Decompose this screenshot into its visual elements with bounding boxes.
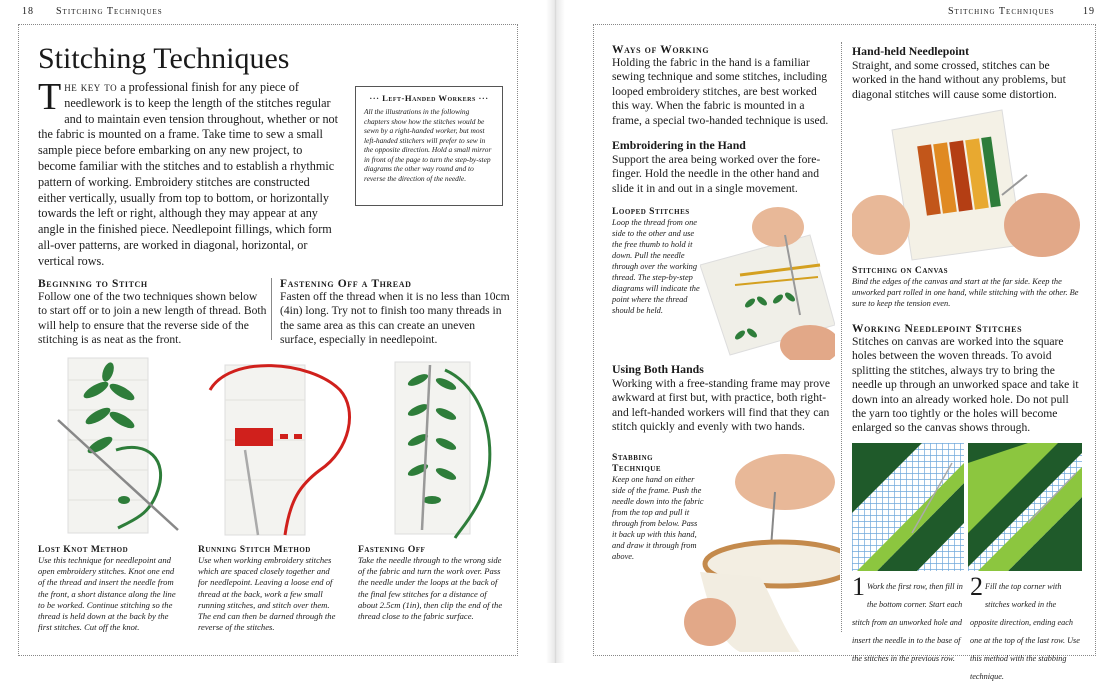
canvas-caption-text: Bind the edges of the canvas and start at the far side. Keep the unworked part rolled in one hand, while stitching with the other. Be sure to keep the tension even. <box>852 277 1079 308</box>
stabbing-heading: Stabbing Technique <box>612 452 662 474</box>
handheld-heading: Hand-held Needlepoint <box>852 44 970 58</box>
column-divider <box>271 278 272 340</box>
running-stitch-illustration <box>190 350 360 540</box>
sidebar-title: ··· Left-Handed Workers ··· <box>369 93 489 103</box>
both-hands-text: Working with a free-standing frame may prove awkward at first but, with practice, both right- and left-handed workers will find that they can stitch quickly and evenly with two hands. <box>612 377 830 434</box>
stabbing-frame-photo <box>680 452 840 657</box>
needlepoint-heading: Working Needlepoint Stitches <box>852 323 1023 335</box>
lost-knot-illustration <box>38 350 188 540</box>
caption-running-stitch-title: Running Stitch Method <box>198 544 311 555</box>
embroidering-text: Support the area being worked over the fore-finger. Hold the needle in the other hand and slide it in and out in a single movement. <box>612 153 821 195</box>
caption-fastening-off-title: Fastening Off <box>358 544 426 555</box>
page-number-left: 18 <box>22 6 34 17</box>
page-number-right: 19 <box>1083 6 1095 17</box>
beginning-text: Follow one of the two techniques shown below to start off or to join a new length of thread. Both will help to ensure that the reverse side of the stitching is as neat as the front. <box>38 290 267 347</box>
caption-running-stitch-text: Use when working embroidery stitches which are spaced closely together and for needlepoint. Leaving a loose end of thread at the back, work a few small running stitches, and stitch over them. The end can then be darned through the reverse of the stitches. <box>198 555 336 633</box>
running-head-right: Stitching Techniques <box>948 6 1055 17</box>
fastening-heading: Fastening Off a Thread <box>280 278 412 290</box>
sidebar-text: All the illustrations in the following chapters show how the stitches would be sewn by a right-handed worker, but most left-handed stitchers will prefer to sew in the opposite direction. Hold a small mirror in front of the page to turn the step-by-step diagrams the other way round and to reverse the direction of the needle. <box>364 107 492 183</box>
both-hands-section <box>612 362 834 435</box>
step-2-number: 2 <box>970 572 983 601</box>
caption-lost-knot-text: Use this technique for needlepoint and open embroidery stitches. Knot one end of the thread and insert the needle from the front, a short distance along the line to be worked. Continue stitching so the thread is held down at the back by the first stitches. Cut off the knot. <box>38 555 176 633</box>
canvas-handheld-photo <box>852 105 1084 265</box>
left-handed-sidebar <box>355 86 503 206</box>
step-1-number: 1 <box>852 572 865 601</box>
step-1-text: Work the first row, then fill in the bottom corner. Start each stitch from an unworked hole and insert the needle in to the base of the stitches in the previous row. <box>852 582 963 663</box>
intro-dropcap: T <box>38 76 62 118</box>
ways-section <box>612 44 834 128</box>
looped-stitch-photo <box>700 205 835 360</box>
both-hands-heading: Using Both Hands <box>612 362 704 376</box>
right-page <box>565 0 1111 681</box>
caption-lost-knot <box>38 544 178 633</box>
caption-lost-knot-title: Lost Knot Method <box>38 544 129 555</box>
book-gutter <box>546 0 565 663</box>
looped-caption <box>612 206 702 316</box>
fastening-section <box>280 278 510 348</box>
caption-fastening-off <box>358 544 506 622</box>
stabbing-text: Keep one hand on either side of the frame. Push the needle down into the fabric from the top and pull it through from below. Pass it back up with this hand, and draw it through from above. <box>612 475 704 561</box>
beginning-heading: Beginning to Stitch <box>38 278 148 290</box>
handheld-section <box>852 44 1084 102</box>
needlepoint-section <box>852 323 1084 436</box>
looped-text: Loop the thread from one side to the other and use the free thumb to hold it down. Pull the needle through over the working thread. The step-by-step diagrams will indicate the point where the thread should be held. <box>612 218 700 315</box>
needlepoint-step1-photo <box>852 443 964 571</box>
running-head-left: Stitching Techniques <box>56 6 163 17</box>
right-column-divider <box>841 42 843 632</box>
step-1 <box>852 572 964 666</box>
left-page <box>0 0 546 663</box>
ways-heading: Ways of Working <box>612 44 710 56</box>
caption-running-stitch <box>198 544 340 633</box>
page-title: Stitching Techniques <box>38 42 290 75</box>
handheld-text: Straight, and some crossed, stitches can be worked in the hand without any problems, but diagonal stitches will cause some distortion. <box>852 59 1066 101</box>
embroidering-section <box>612 138 834 196</box>
fastening-text: Fasten off the thread when it is no less than 10cm (4in) long. Try not to finish too many threads in the same area as this can create an uneven surface, especially in needlepoint. <box>280 290 510 347</box>
canvas-caption-heading: Stitching on Canvas <box>852 265 949 276</box>
ways-text: Holding the fabric in the hand is a familiar sewing technique and some stitches, including looped embroidery stitches, are best worked this way. When the fabric is mounted in a frame, a special two-handed technique is used. <box>612 56 829 127</box>
caption-fastening-off-text: Take the needle through to the wrong side of the fabric and turn the work over. Pass the needle under the loops at the back of the final few stitches for a distance of about 2.5cm (1in), then clip the end of the thread close to the fabric surface. <box>358 555 503 622</box>
beginning-section <box>38 278 268 348</box>
needlepoint-step2-photo <box>968 443 1082 571</box>
step-2 <box>970 572 1082 684</box>
intro-smallcaps: he key to <box>64 80 118 94</box>
canvas-caption <box>852 265 1084 309</box>
embroidering-heading: Embroidering in the Hand <box>612 138 746 152</box>
intro-paragraph <box>38 76 340 270</box>
looped-heading: Looped Stitches <box>612 206 690 217</box>
step-2-text: Fill the top corner with stitches worked in the opposite direction, ending each one at the top of the last row. Use this method with the stabbing technique. <box>970 582 1080 681</box>
intro-text: a professional finish for any piece of needlework is to keep the length of the stitches regular and to maintain even tension throughout, whether or not the fabric is mounted on a frame. Take time to sew a small sample piece before embarking on any new project, to become familiar with the stitches and to establish a rhythmic pattern of working. Embroidery stitches are constructed either vertically, usually from top to bottom, or horizontally towards the left or right, although they may appear at any angle in the finished piece. Needlepoint fillings, which form all-over patterns, are worked in diagonal, horizontal, or vertical rows. <box>38 80 339 268</box>
fastening-off-illustration <box>360 350 510 540</box>
needlepoint-text: Stitches on canvas are worked into the square holes between the woven threads. To avoid splitting the stitches, always try to bring the needle up through an unworked space and take it down into an already worked hole. Do not pull the yarn too tightly or the holes will become enlarged so the canvas shows through. <box>852 335 1079 435</box>
